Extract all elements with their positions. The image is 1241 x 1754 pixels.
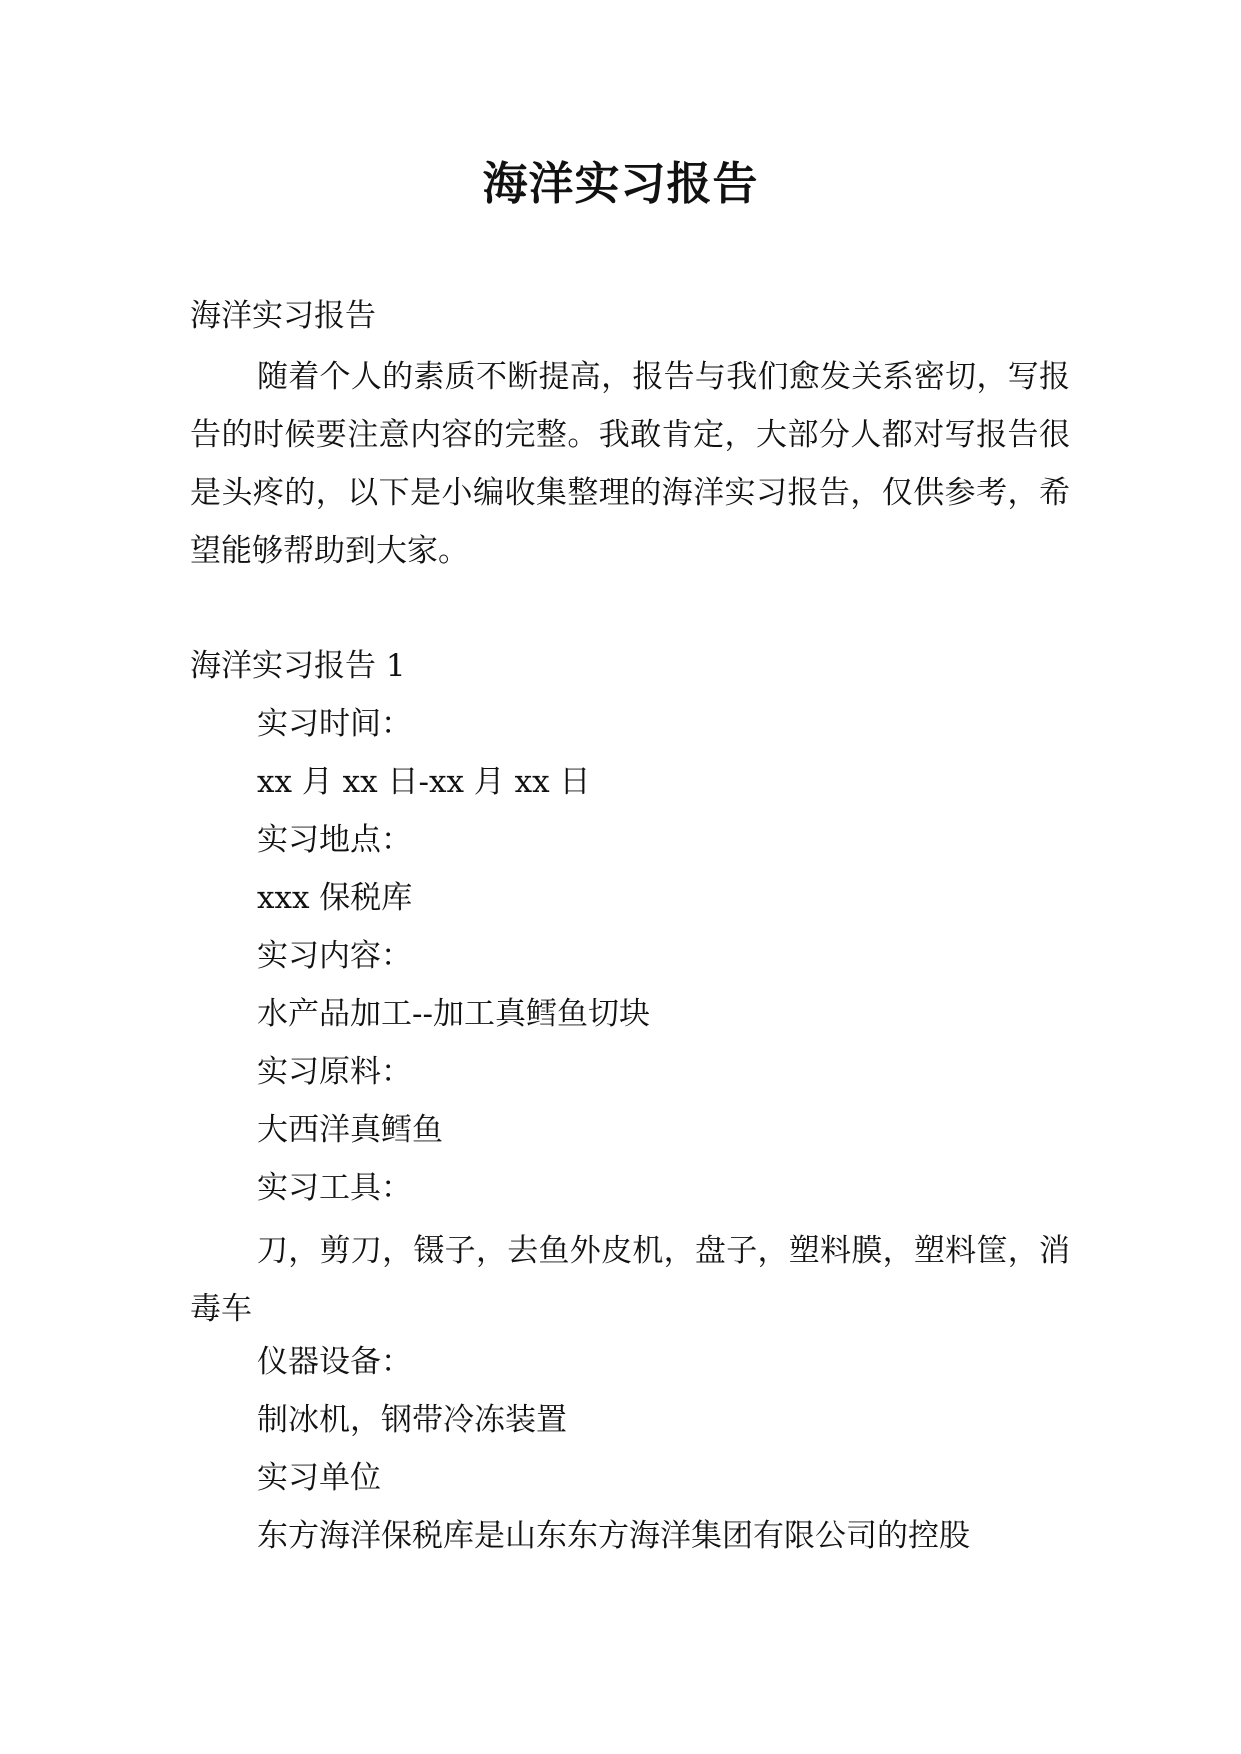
content-value: 水产品加工--加工真鳕鱼切块 [257,996,650,1032]
unit-value: 东方海洋保税库是山东东方海洋集团有限公司的控股 [257,1518,970,1554]
document-title: 海洋实习报告 [482,157,759,210]
unit-label: 实习单位 [257,1460,381,1496]
section-heading: 海洋实习报告 1 [190,648,406,684]
time-value: xx 月 xx 日-xx 月 xx 日 [257,764,591,800]
place-value: xxx 保税库 [257,880,413,916]
content-label: 实习内容： [257,938,412,974]
time-label: 实习时间： [257,706,412,742]
place-label: 实习地点： [257,822,412,858]
equipment-label: 仪器设备： [257,1344,412,1380]
material-value: 大西洋真鳕鱼 [257,1112,443,1148]
intro-heading: 海洋实习报告 [190,298,376,334]
material-label: 实习原料： [257,1054,412,1090]
equipment-value: 制冰机，钢带冷冻装置 [257,1402,567,1438]
tools-label: 实习工具： [257,1170,412,1206]
tools-value: 刀，剪刀，镊子，去鱼外皮机，盘子，塑料膜，塑料筐，消毒车 [190,1233,1070,1327]
intro-paragraph: 随着个人的素质不断提高，报告与我们愈发关系密切，写报告的时候要注意内容的完整。我敢肯定，大部分人都对写报告很是头疼的，以下是小编收集整理的海洋实习报告，仅供参考，希望能够帮助到大家。 [190,359,1070,569]
